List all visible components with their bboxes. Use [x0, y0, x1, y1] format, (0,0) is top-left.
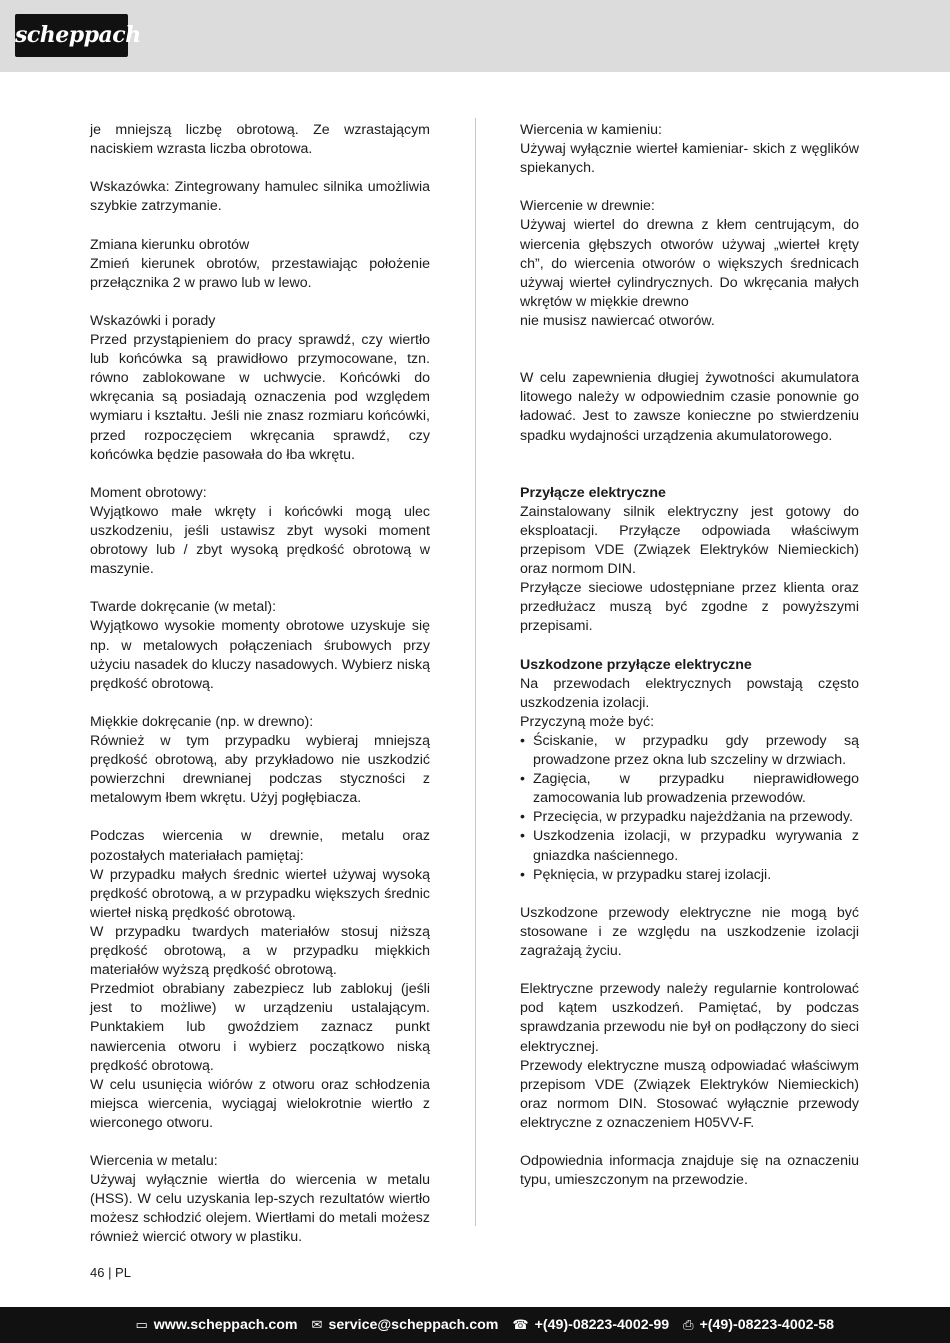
paragraph-text: W celu zapewnienia długiej żywotności akumulatora litowego należy w odpowiednim czasie ponownie go ładować. Jest to zawsze konieczne po stwierdzeniu spadku wydajności urządzenia akumulatorowego.	[520, 370, 859, 444]
right-column	[520, 121, 859, 1209]
paragraph	[90, 236, 430, 293]
paragraph-line: Twarde dokręcanie (w metal):	[90, 599, 277, 616]
paragraph	[90, 121, 430, 159]
paragraph	[520, 1152, 859, 1190]
paragraph-line: W przypadku twardych materiałów stosuj niższą prędkość obrotową, a w przypadku miękkich materiałów wyższą prędkość obrotową.	[90, 923, 430, 979]
footer-contact-text: +(49)-08223-4002-99	[534, 1317, 670, 1333]
list-item: • Przecięcia, w przypadku najeżdżania na przewody.	[520, 808, 859, 827]
paragraph-line: Zainstalowany silnik elektryczny jest gotowy do eksploatacji. Przyłącze odpowiada właściwym przepisom VDE (Związek Elektryków Niemieckich) oraz normom DIN.	[520, 503, 859, 578]
footer-contact-text: service@scheppach.com	[328, 1317, 499, 1333]
spacer	[520, 465, 859, 484]
paragraph	[90, 484, 430, 579]
scheppach-logo: scheppach	[15, 14, 128, 57]
footer-contact-item	[135, 1317, 297, 1333]
list-item: • Uszkodzenia izolacji, w przypadku wyrywania z gniazdka naściennego.	[520, 827, 859, 865]
paragraph-line: Używaj wiertel do drewna z kłem centrującym, do wiercenia głębszych otworów używaj „wierteł kręty​ch”, do wiercenia otworów o większych średnicach używaj wierteł cylindrycznych. Do wkręcania małych wkrętów w miękkie drewno	[520, 217, 859, 310]
fax-icon: ⎙	[683, 1317, 694, 1332]
footer-contact-item	[512, 1317, 669, 1333]
paragraph-line: Miękkie dokręcanie (np. w drewno):	[90, 713, 314, 730]
page-footer	[0, 1307, 950, 1343]
paragraph-text: Odpowiednia informacja znajduje się na oznaczeniu typu, umieszczonym na przewodzie.	[520, 1153, 859, 1189]
page-number: 46 | PL	[90, 1265, 131, 1280]
paragraph	[90, 598, 430, 693]
section-heading: Uszkodzone przyłącze elektryczne	[520, 656, 752, 673]
paragraph-line: Przed przystąpieniem do pracy sprawdź, czy wiertło lub końcówka są prawidłowo przymocowane, tzn. równo zablokowane w uchwycie. Końcówki do wkręcania są posiadają oznaczenia pod względem wymiaru i kształtu. Jeśli nie znasz rozmiaru końcówki, przed rozpoczęciem wkręcania sprawdź, czy końcówka będzie pasowała do łba wkrętu.	[90, 332, 430, 463]
phone-icon: ☎	[512, 1317, 529, 1332]
list-item: • Ściskanie, w przypadku gdy przewody są prowadzone przez okna lub szczeliny w drzwiach.	[520, 732, 859, 770]
mail-icon: ✉	[311, 1317, 323, 1332]
paragraph-line: Przyłącze sieciowe udostępniane przez klienta oraz przedłużacz muszą być zgodne z powyższymi przepisami.	[520, 580, 859, 635]
paragraph-line: Przedmiot obrabiany zabezpiecz lub zablokuj (jeśli jest to możliwe) w urządzeniu ustalającym. Punktakiem lub gwoździem zaznacz punkt nawiercenia otworu i wybierz początkowo niską prędkość obrotową.	[90, 981, 430, 1074]
paragraph-line: Podczas wiercenia w drewnie, metalu oraz pozostałych materiałach pamiętaj:	[90, 828, 430, 864]
paragraph	[520, 904, 859, 961]
paragraph-line: Wskazówki i porady	[90, 312, 216, 329]
paragraph-line: Zmiana kierunku obrotów	[90, 236, 250, 253]
paragraph-line: Wiercenia w kamieniu:	[520, 122, 662, 138]
paragraph-line: Zmień kierunek obrotów, przestawiając położenie przełącznika 2 w prawo lub w lewo.	[90, 255, 430, 291]
paragraph	[90, 1152, 430, 1247]
paragraph-line: Wyjątkowo małe wkręty i końcówki mogą ulec uszkodzeniu, jeśli ustawisz zbyt wysoki moment obrotowy lub / zbyt wysoką prędkość obrotową w maszynie.	[90, 503, 430, 578]
footer-contact-item	[683, 1317, 834, 1333]
paragraph-text: Wskazówka: Zintegrowany hamulec silnika umożliwia szybkie zatrzymanie.	[90, 179, 430, 215]
list-item: • Pęknięcia, w przypadku starej izolacji.	[520, 866, 859, 885]
paragraph-line: Również w tym przypadku wybieraj mniejszą prędkość obrotową, aby przykładowo nie uszkodzić powierzchni drewnianej podczas styczności z metalowym łbem wkrętu. Użyj pogłębiacza.	[90, 733, 430, 807]
paragraph-line: W przypadku małych średnic wierteł używaj wysoką prędkość obrotową, a w przypadku większych średnic wierteł niską prędkość obrotową.	[90, 866, 430, 921]
paragraph	[520, 121, 859, 178]
paragraph	[520, 656, 859, 732]
paragraph-line: Wiercenie w drewnie:	[520, 198, 655, 215]
bullet-list	[520, 732, 859, 885]
paragraph-line: Używaj wyłącznie wiertła do wiercenia w metalu (HSS). W celu uzyskania lep-szych rezultatów wiertło możesz schłodzić olejem. Wiertłami do metali możesz również wiercić otwory w plastiku.	[90, 1172, 430, 1246]
paragraph-line: Przyczyną może być:	[520, 713, 655, 730]
paragraph-line: W celu usunięcia wiórów z otworu oraz schłodzenia miejsca wiercenia, wyciągaj wielokrotnie wiertło z wierconego otworu.	[90, 1076, 430, 1131]
paragraph	[90, 312, 430, 465]
footer-contact-text: www.scheppach.com	[153, 1317, 298, 1333]
paragraph	[520, 980, 859, 1133]
paragraph-line: Na przewodach elektrycznych powstają często uszkodzenia izolacji.	[520, 675, 859, 711]
paragraph-line: nie musisz nawiercać otworów.	[520, 312, 715, 329]
paragraph	[90, 827, 430, 1133]
column-divider	[475, 118, 476, 1226]
left-column	[90, 121, 430, 1267]
paragraph-line: Przewody elektryczne muszą odpowiadać właściwym przepisom VDE (Związek Elektryków Niemieckich) oraz normom DIN. Stosować wyłącznie przewody elektryczne z oznaczeniem H05VV-F.	[520, 1057, 859, 1131]
paragraph	[520, 197, 859, 331]
paragraph-text: je mniejszą liczbę obrotową. Ze wzrastającym naciskiem wzrasta liczba obrotowa.	[90, 122, 430, 158]
footer-contact-item	[312, 1317, 499, 1333]
paragraph-line: Moment obrotowy:	[90, 484, 207, 501]
list-item: • Zagięcia, w przypadku nieprawidłowego zamocowania lub prowadzenia przewodów.	[520, 770, 859, 808]
section-heading: Przyłącze elektryczne	[520, 484, 666, 501]
paragraph	[520, 484, 859, 637]
paragraph	[90, 178, 430, 216]
monitor-icon: ▭	[135, 1317, 148, 1332]
spacer	[520, 350, 859, 369]
paragraph-line: Używaj wyłącznie wierteł kamieniar- skich z węglików spiekanych.	[520, 141, 859, 177]
page-header	[0, 0, 950, 72]
paragraph-line: Wyjątkowo wysokie momenty obrotowe uzyskuje się np. w metalowych połączeniach śrubowych przy użyciu nasadek do kluczy nasadowych. Wybierz niską prędkość obrotową.	[90, 618, 430, 692]
paragraph	[520, 369, 859, 445]
paragraph-line: Elektryczne przewody należy regularnie kontrolować pod kątem uszkodzeń. Pamiętać, by podczas sprawdzania przewodu nie był on podłączony do sieci elektrycznej.	[520, 981, 859, 1055]
footer-contact-text: +(49)-08223-4002-58	[699, 1317, 834, 1333]
paragraph	[90, 713, 430, 808]
paragraph-text: Uszkodzone przewody elektryczne nie mogą być stosowane i ze względu na uszkodzenie izolacji zagrażają życiu.	[520, 904, 859, 960]
paragraph-line: Wiercenia w metalu:	[90, 1153, 218, 1170]
